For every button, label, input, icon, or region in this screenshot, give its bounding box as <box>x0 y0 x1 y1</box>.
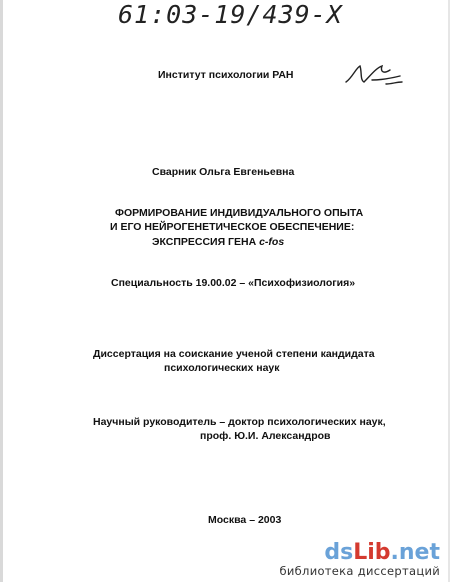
watermark-logo-lib: Lib <box>353 540 391 565</box>
handwritten-archive-code: 61:03-19/439-Х <box>118 0 343 29</box>
watermark-logo-ds: ds <box>324 540 354 565</box>
city-year: Москва – 2003 <box>208 514 282 526</box>
title-line-2: И ЕГО НЕЙРОГЕНЕТИЧЕСКОЕ ОБЕСПЕЧЕНИЕ: <box>110 221 355 233</box>
specialty: Специальность 19.00.02 – «Психофизиология» <box>111 277 356 289</box>
dissertation-line-2: психологических наук <box>164 362 280 374</box>
gene-name: c-fos <box>259 236 285 248</box>
dissertation-line-1: Диссертация на соискание ученой степени кандидата <box>93 348 375 360</box>
supervisor-line-2: проф. Ю.И. Александров <box>200 430 331 442</box>
supervisor-line-1: Научный руководитель – доктор психологических наук, <box>93 416 386 428</box>
watermark <box>279 542 440 578</box>
watermark-logo <box>279 542 440 564</box>
signature-mark <box>342 58 404 92</box>
title-line-3 <box>152 236 284 248</box>
title-line-1: ФОРМИРОВАНИЕ ИНДИВИДУАЛЬНОГО ОПЫТА <box>115 207 364 219</box>
author-name: Сварник Ольга Евгеньевна <box>152 166 295 178</box>
institute-name: Институт психологии РАН <box>158 69 294 81</box>
page-left-edge <box>0 0 3 582</box>
title-line-3-prefix: ЭКСПРЕССИЯ ГЕНА <box>152 236 260 248</box>
watermark-logo-net: .net <box>390 540 440 565</box>
watermark-tagline: библиотека диссертаций <box>279 564 440 578</box>
